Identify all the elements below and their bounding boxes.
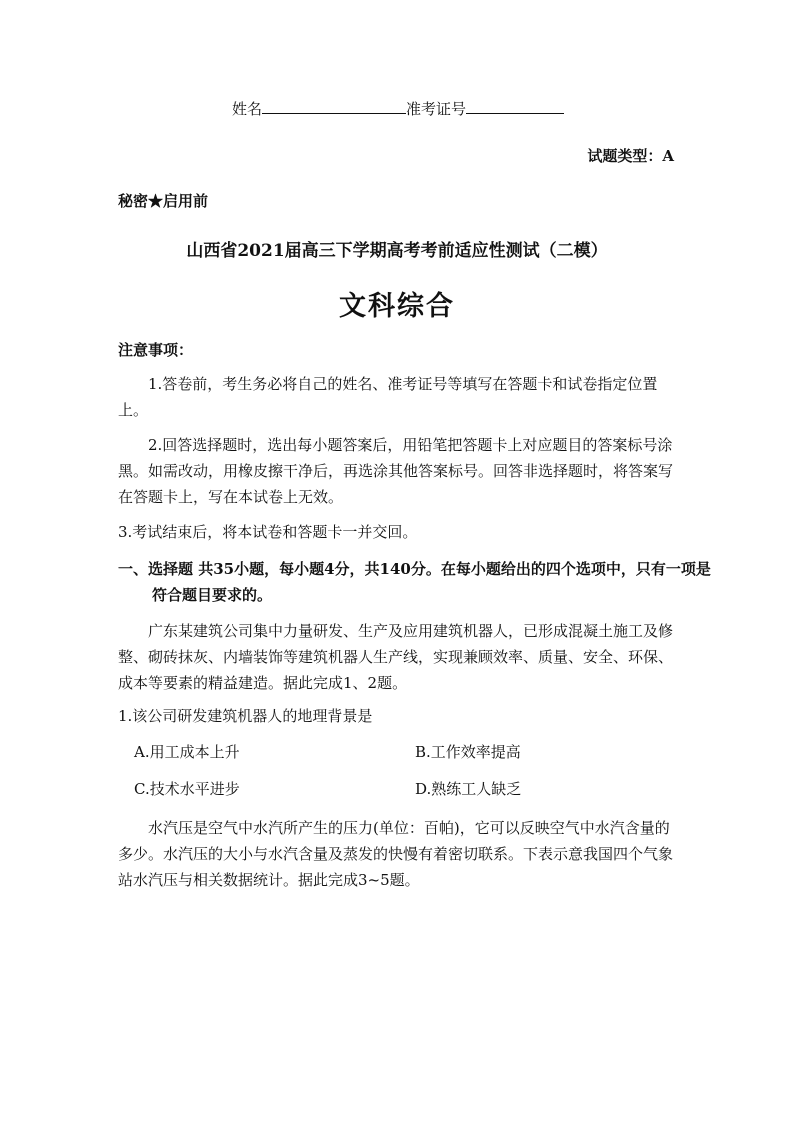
option-a: A.用工成本上升 bbox=[134, 743, 240, 761]
option-b: B.工作效率提高 bbox=[415, 743, 521, 761]
candidate-info-line bbox=[232, 98, 564, 119]
name-label: 姓名 bbox=[232, 100, 263, 118]
exam-number-label: 准考证号 bbox=[406, 100, 467, 118]
secret-mark: 秘密★启用前 bbox=[118, 192, 209, 210]
section-heading: 一、选择题 共35小题，每小题4分，共140分。在每小题给出的四个选项中，只有一项是符合题目要求的。 bbox=[118, 560, 711, 604]
note-item-2: 2.回答选择题时，选出每小题答案后，用铅笔把答题卡上对应题目的答案标号涂黑。如需改动，用橡皮擦干净后，再选涂其他答案标号。回答非选择题时，将答案写在答题卡上，写在本试卷上无效。 bbox=[118, 436, 674, 506]
subject-title: 文科综合 bbox=[339, 291, 455, 322]
question-intro-1: 广东某建筑公司集中力量研发、生产及应用建筑机器人，已形成混凝土施工及修整、砌砖抹灰、内墙装饰等建筑机器人生产线，实现兼顾效率、质量、安全、环保、成本等要素的精益建造。据此完成1、2题。 bbox=[118, 622, 674, 692]
exam-number-blank[interactable] bbox=[466, 99, 564, 114]
option-c: C.技术水平进步 bbox=[134, 780, 240, 798]
paper-type: 试题类型：A bbox=[587, 147, 674, 165]
question-intro-2: 水汽压是空气中水汽所产生的压力(单位：百帕)，它可以反映空气中水汽含量的多少。水汽压的大小与水汽含量及蒸发的快慢有着密切联系。下表示意我国四个气象站水汽压与相关数据统计。据此完成3~5题。 bbox=[118, 819, 674, 889]
exam-title: 山西省2021届高三下学期高考考前适应性测试（二模） bbox=[186, 241, 608, 261]
name-blank[interactable] bbox=[262, 99, 406, 114]
note-item-1: 1.答卷前，考生务必将自己的姓名、准考证号等填写在答题卡和试卷指定位置上。 bbox=[118, 375, 658, 419]
question-1-stem: 1.该公司研发建筑机器人的地理背景是 bbox=[118, 707, 373, 725]
note-item-3: 3.考试结束后，将本试卷和答题卡一并交回。 bbox=[118, 523, 418, 541]
notes-heading: 注意事项： bbox=[118, 341, 194, 359]
option-d: D.熟练工人缺乏 bbox=[415, 780, 522, 798]
